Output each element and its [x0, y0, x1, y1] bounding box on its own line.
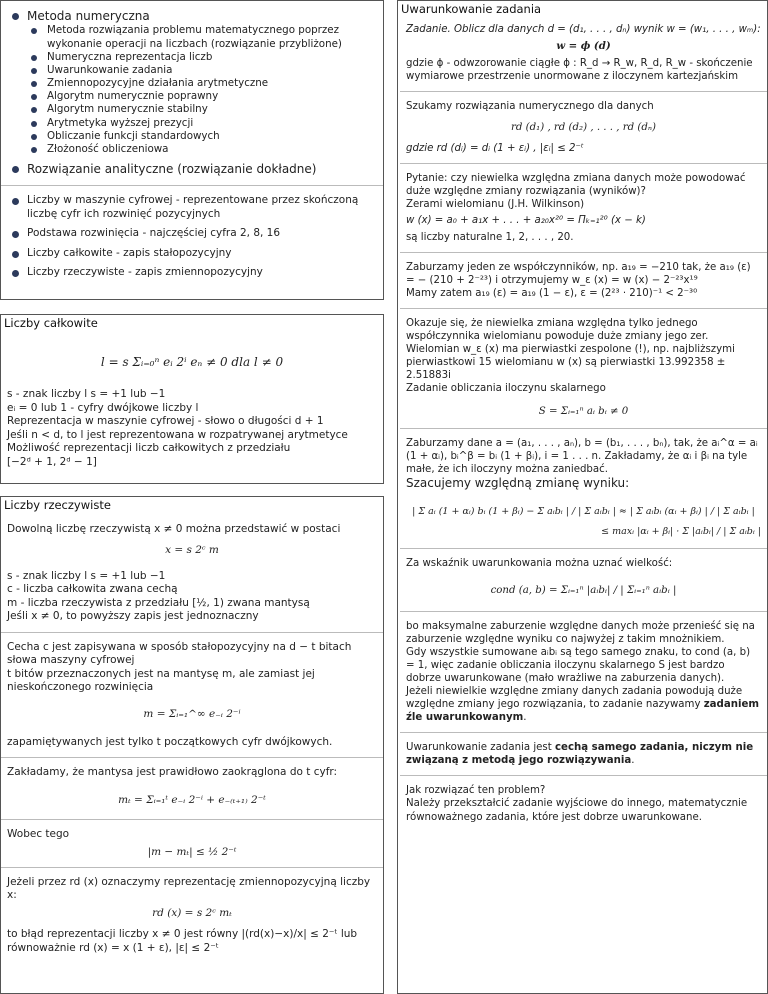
- text-line: Zaburzamy dane a = (a₁, . . . , aₙ), b = (b₁, . . . , bₙ), tak, że aᵢ^α = aᵢ (1 + αᵢ), bᵢ^β = bᵢ (1 + βᵢ), i = 1 . . . n. Zakładamy, że αᵢ i βᵢ na tyle małe, że ich iloczyny można zaniedbać.: [406, 438, 758, 476]
- text-line: Jeżeli niewielkie względne zmiany danych zadania powodują duże względne zmiany jego rozwiązania, to zadanie nazywamy zadaniem źle uwarunkowanym.: [406, 686, 759, 724]
- text-line: Zakładamy, że mantysa jest prawidłowo zaokrąglona do t cyfr:: [7, 766, 338, 779]
- text-line: Pytanie: czy niewielka względna zmiana danych może powodować duże względne zmiany rozwiązania (wyników)?: [406, 173, 746, 198]
- panel-title: Liczby całkowite: [4, 316, 98, 330]
- list-item: Numeryczna reprezentacja liczb: [7, 51, 377, 64]
- panel-conditioning: [397, 0, 768, 994]
- formula: rd (d₁) , rd (d₂) , . . . , rd (dₙ): [511, 122, 656, 134]
- text-line: Jak rozwiązać ten problem?: [406, 785, 546, 797]
- list-item: Liczby w maszynie cyfrowej - reprezentowane przez skończoną liczbę cyfr ich rozwinięć pozycyjnych: [7, 194, 377, 221]
- text-line: Wobec tego: [7, 828, 70, 841]
- divider: [400, 732, 767, 733]
- formula: cond (a, b) = Σᵢ₌₁ⁿ |aᵢbᵢ| / | Σᵢ₌₁ⁿ aᵢbᵢ |: [490, 584, 677, 596]
- divider: [400, 611, 767, 612]
- text-line: Cecha c jest zapisywana w sposób stałopozycyjny na d − t bitach słowa maszyny cyfrowej: [7, 640, 352, 667]
- text-line: Gdy wszystkie sumowane aᵢbᵢ są tego samego znaku, to cond (a, b) = 1, więc zadanie obliczania iloczynu skalarnego S jest bardzo dobrze uwarunkowane (mało wrażliwe na zaburzenia danych).: [406, 647, 751, 685]
- text-line: Szukamy rozwiązania numerycznego dla danych: [406, 101, 654, 113]
- text-line: Zaburzamy jeden ze współczynników, np. a₁₉ = −210 tak, że a₁₉ (ε) = − (210 + 2⁻²³) i otrzymujemy w_ε (x) = w (x) − 2⁻²³x¹⁹: [406, 261, 751, 286]
- text-line: Dowolną liczbę rzeczywistą x ≠ 0 można przedstawić w postaci: [7, 523, 341, 535]
- list-item: Złożoność obliczeniowa: [7, 143, 377, 156]
- divider: [1, 819, 383, 820]
- divider: [400, 428, 767, 429]
- panel-title: Uwarunkowanie zadania: [401, 2, 542, 16]
- text-span: Jeżeli niewielkie względne zmiany danych zadania powodują duże względne zmiany jego rozwiązania, to zadanie nazywamy: [406, 686, 743, 711]
- divider: [400, 308, 767, 309]
- formula: mₜ = Σᵢ₌₁ᵗ e₋ᵢ 2⁻ⁱ + e₋₍ₜ₊₁₎ 2⁻ᵗ: [118, 793, 266, 806]
- text-line: Możliwość reprezentacji liczb całkowitych z przedziału: [7, 442, 291, 455]
- text-line: [−2ᵈ + 1, 2ᵈ − 1]: [7, 455, 97, 468]
- text-line: Zerami wielomianu (J.H. Wilkinson): [406, 199, 585, 211]
- formula: S = Σᵢ₌₁ⁿ aᵢ bᵢ ≠ 0: [538, 405, 629, 417]
- divider: [400, 252, 767, 253]
- formula: ≤ maxᵢ |αᵢ + βᵢ| · Σ |aᵢbᵢ| / | Σ aᵢbᵢ |: [601, 525, 761, 537]
- formula: | Σ aᵢ (1 + αᵢ) bᵢ (1 + βᵢ) − Σ aᵢbᵢ | / | Σ aᵢbᵢ | ≈ | Σ aᵢbᵢ (αᵢ + βᵢ) | / | Σ aᵢbᵢ |: [412, 505, 755, 517]
- list-item: Metoda numeryczna: [7, 9, 377, 24]
- list-item: Obliczanie funkcji standardowych: [7, 130, 377, 143]
- formula: |m − mₜ| ≤ ½ 2⁻ᵗ: [147, 845, 237, 858]
- list-item: Zmiennopozycyjne działania arytmetyczne: [7, 77, 377, 90]
- divider: [1, 632, 383, 633]
- text-line: Za wskaźnik uwarunkowania można uznać wielkość:: [406, 557, 673, 569]
- text-line: Należy przekształcić zadanie wyjściowe do innego, matematycznie równoważnego zadania, które jest dobrze uwarunkowane.: [406, 798, 748, 823]
- divider: [1, 757, 383, 758]
- text-line: Uwarunkowanie zadania jest cechą samego zadania, niczym nie związaną z metodą jego rozwiązywania.: [406, 742, 754, 767]
- text-line: zapamiętywanych jest tylko t początkowych cyfr dwójkowych.: [7, 735, 333, 748]
- divider: [400, 775, 767, 776]
- text-line: Szacujemy względną zmianę wyniku:: [406, 476, 630, 491]
- list-item: Uwarunkowanie zadania: [7, 64, 377, 77]
- list-item: Metoda rozwiązania problemu matematycznego poprzez wykonanie operacji na liczbach (rozwiązanie przybliżone): [7, 24, 377, 50]
- panel-integers: [0, 314, 384, 484]
- panel-real-numbers: [0, 496, 384, 994]
- panel-methods-overview: [0, 0, 384, 300]
- text-line: s - znak liczby l s = +1 lub −1: [7, 388, 166, 401]
- list-item: Liczby całkowite - zapis stałopozycyjny: [7, 247, 377, 260]
- list-item: Podstawa rozwinięcia - najczęściej cyfra 2, 8, 16: [7, 227, 377, 240]
- text-line: Jeśli x ≠ 0, to powyższy zapis jest jednoznaczny: [7, 610, 259, 623]
- text-line: s - znak liczby l s = +1 lub −1: [7, 569, 166, 582]
- text-line: Mamy zatem a₁₉ (ε) = a₁₉ (1 − ε), ε = (2²³ · 210)⁻¹ < 2⁻³⁰: [406, 287, 698, 299]
- formula: m = Σᵢ₌₁^∞ e₋ᵢ 2⁻ⁱ: [143, 708, 241, 721]
- list-item: Rozwiązanie analityczne (rozwiązanie dokładne): [7, 162, 377, 177]
- text-line: są liczby naturalne 1, 2, . . . , 20.: [406, 231, 574, 243]
- text-line: Zadanie. Oblicz dla danych d = (d₁, . . . , dₙ) wynik w = (w₁, . . . , wₘ):: [406, 24, 761, 35]
- text-span-bold: cechą samego zadania, niczym nie związaną z metodą jego rozwiązywania: [406, 742, 754, 767]
- panel-title: Liczby rzeczywiste: [4, 498, 111, 512]
- formula: gdzie rd (dᵢ) = dᵢ (1 + εᵢ) , |εᵢ| ≤ 2⁻ᵗ: [406, 143, 584, 155]
- formula: rd (x) = s 2ᶜ mₜ: [152, 906, 232, 919]
- text-line: t bitów przeznaczonych jest na mantysę m, ale zamiast jej nieskończonego rozwinięcia: [7, 667, 315, 693]
- text-line: Jeżeli przez rd (x) oznaczymy reprezentację zmiennopozycyjną liczby x:: [7, 876, 371, 902]
- divider: [400, 91, 767, 92]
- list-item: Algorytm numerycznie poprawny: [7, 90, 377, 103]
- list-item: Algorytm numerycznie stabilny: [7, 103, 377, 116]
- divider: [400, 548, 767, 549]
- text-line: Reprezentacja w maszynie cyfrowej - słowo o długości d + 1: [7, 415, 324, 428]
- divider: [1, 185, 383, 186]
- text-line: Okazuje się, że niewielka zmiana względna tylko jednego współczynnika wielomianu powoduje duże zmiany jego zer. Wielomian w_ε (x) ma pierwiastki zespolone (!), np. najbliższymi pierwiastkowi 15 wielomianu w (x) są pierwiastki 13.992358 ± 2.51883i: [406, 317, 735, 381]
- text-span-bold: zadaniem źle uwarunkowanym: [406, 699, 759, 724]
- text-line: m - liczba rzeczywista z przedziału [½, 1) zwana mantysą: [7, 596, 310, 609]
- text-line: Zadanie obliczania iloczynu skalarnego: [406, 382, 606, 394]
- list-item: Arytmetyka wyższej prezycji: [7, 117, 377, 130]
- formula: x = s 2ᶜ m: [165, 544, 219, 557]
- divider: [1, 867, 383, 868]
- divider: [400, 163, 767, 164]
- text-line: Jeśli n < d, to l jest reprezentowana w rozpatrywanej arytmetyce: [7, 428, 348, 441]
- text-line: bo maksymalne zaburzenie względne danych może przenieść się na zaburzenie względne wyniku co najwyżej z takim mnożnikiem.: [406, 620, 755, 645]
- formula: l = s Σᵢ₌₀ⁿ eᵢ 2ⁱ eₙ ≠ 0 dla l ≠ 0: [100, 355, 284, 369]
- list-item: Liczby rzeczywiste - zapis zmiennopozycyjny: [7, 266, 377, 279]
- text-line: równoważnie rd (x) = x (1 + ε), |ε| ≤ 2⁻ᵗ: [7, 941, 219, 954]
- text-span: Uwarunkowanie zadania jest: [406, 742, 552, 754]
- text-line: gdzie ϕ - odwzorowanie ciągłe ϕ : R_d → R_w, R_d, R_w - skończenie wymiarowe przestrzenie unormowane z iloczynem kartezjańskim: [406, 58, 753, 83]
- text-line: to błąd reprezentacji liczby x ≠ 0 jest równy |(rd(x)−x)/x| ≤ 2⁻ᵗ lub: [7, 928, 358, 941]
- formula: w (x) = a₀ + a₁x + . . . + a₂₀x²⁰ = Πₖ₌₁²⁰ (x − k): [406, 215, 646, 227]
- text-line: c - liczba całkowita zwana cechą: [7, 583, 178, 596]
- formula: w = ϕ (d): [556, 40, 611, 53]
- text-line: eᵢ = 0 lub 1 - cyfry dwójkowe liczby l: [7, 401, 199, 414]
